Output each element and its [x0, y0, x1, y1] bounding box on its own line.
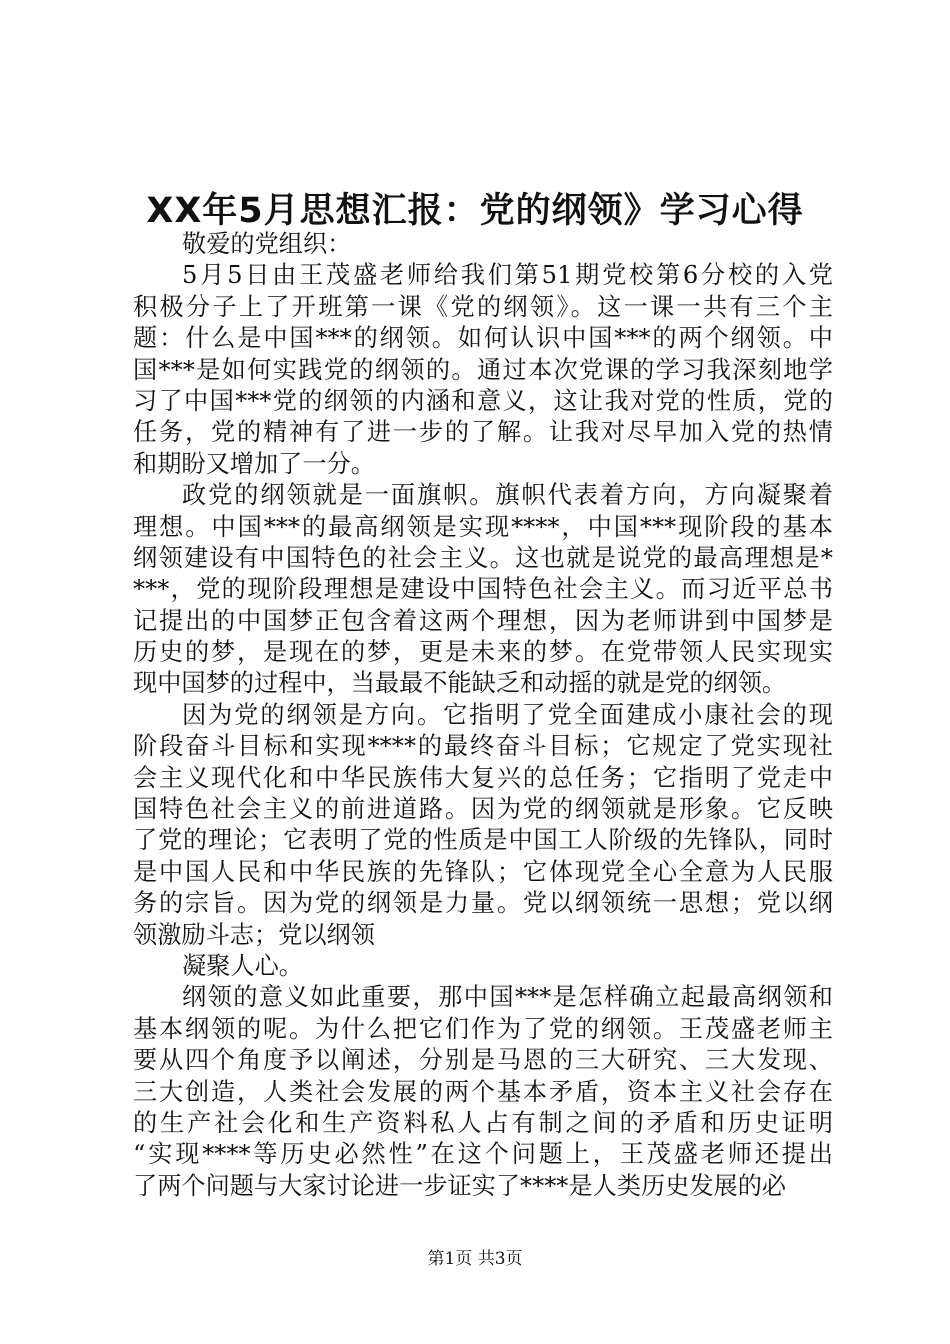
paragraph-line: 政党的纲领就是一面旗帜。旗帜代表着方向，方向凝聚着 [182, 481, 833, 510]
paragraph-line: 要从四个角度予以阐述，分别是马恩的三大研究、三大发现、 [133, 1046, 833, 1075]
paragraph-line: 任务，党的精神有了进一步的了解。让我对尽早加入党的热情 [133, 418, 833, 447]
paragraph-line: 积极分子上了开班第一课《党的纲领》。这一课一共有三个主 [133, 292, 833, 321]
paragraph [133, 951, 833, 982]
document-body [133, 229, 833, 1202]
paragraph-line: “实现****等历史必然性”在这个问题上，王茂盛老师还提出 [133, 1140, 833, 1169]
paragraph-line: 现中国梦的过程中，当最最不能缺乏和动摇的就是党的纲领。 [133, 669, 787, 698]
paragraph [133, 229, 833, 260]
paragraph [133, 260, 833, 480]
paragraph-line: 了党的理论；它表明了党的性质是中国工人阶级的先锋队，同时 [133, 826, 833, 855]
paragraph-line: 务的宗旨。因为党的纲领是力量。党以纲领统一思想；党以纲 [133, 889, 833, 918]
paragraph-line: ***，党的现阶段理想是建设中国特色社会主义。而习近平总书 [133, 575, 833, 604]
paragraph-line: 题：什么是中国***的纲领。如何认识中国***的两个纲领。中 [133, 324, 833, 353]
paragraph-line: 和期盼又增加了一分。 [133, 449, 375, 478]
paragraph [133, 480, 833, 700]
paragraph-line: 纲领建设有中国特色的社会主义。这也就是说党的最高理想是* [133, 543, 833, 572]
paragraph-line: 历史的梦，是现在的梦，更是未来的梦。在党带领人民实现实 [133, 638, 833, 667]
paragraph-line: 会主义现代化和中华民族伟大复兴的总任务；它指明了党走中 [133, 763, 833, 792]
paragraph-line: 是中国人民和中华民族的先锋队；它体现党全心全意为人民服 [133, 857, 833, 886]
paragraph-line: 领激励斗志；党以纲领 [133, 920, 375, 949]
paragraph [133, 700, 833, 951]
paragraph-line: 的生产社会化和生产资料私人占有制之间的矛盾和历史证明 [133, 1108, 833, 1137]
paragraph-line: 敬爱的党组织： [182, 230, 352, 258]
paragraph-line: 了两个问题与大家讨论进一步证实了****是人类历史发展的必 [133, 1171, 787, 1200]
paragraph-line: 国***是如何实践党的纲领的。通过本次党课的学习我深刻地学 [133, 355, 833, 384]
paragraph-line: 三大创造，人类社会发展的两个基本矛盾，资本主义社会存在 [133, 1077, 833, 1106]
paragraph-line: 习了中国***党的纲领的内涵和意义，这让我对党的性质，党的 [133, 386, 833, 415]
paragraph-line: 凝聚人心。 [182, 951, 303, 980]
page-footer: 第1页 共3页 [427, 1249, 523, 1269]
paragraph-line: 纲领的意义如此重要，那中国***是怎样确立起最高纲领和 [182, 983, 833, 1012]
paragraph-line: 阶段奋斗目标和实现****的最终奋斗目标；它规定了党实现社 [133, 732, 833, 761]
paragraph [133, 982, 833, 1202]
paragraph-line: 记提出的中国梦正包含着这两个理想，因为老师讲到中国梦是 [133, 606, 833, 635]
document-title: XX年5月思想汇报：党的纲领》学习心得 [146, 191, 804, 231]
paragraph-line: 理想。中国***的最高纲领是实现****，中国***现阶段的基本 [133, 512, 833, 541]
paragraph-line: 国特色社会主义的前进道路。因为党的纲领就是形象。它反映 [133, 795, 833, 824]
paragraph-line: 5月5日由王茂盛老师给我们第51期党校第6分校的入党 [182, 261, 833, 290]
paragraph-line: 因为党的纲领是方向。它指明了党全面建成小康社会的现 [182, 700, 833, 729]
paragraph-line: 基本纲领的呢。为什么把它们作为了党的纲领。王茂盛老师主 [133, 1014, 833, 1043]
